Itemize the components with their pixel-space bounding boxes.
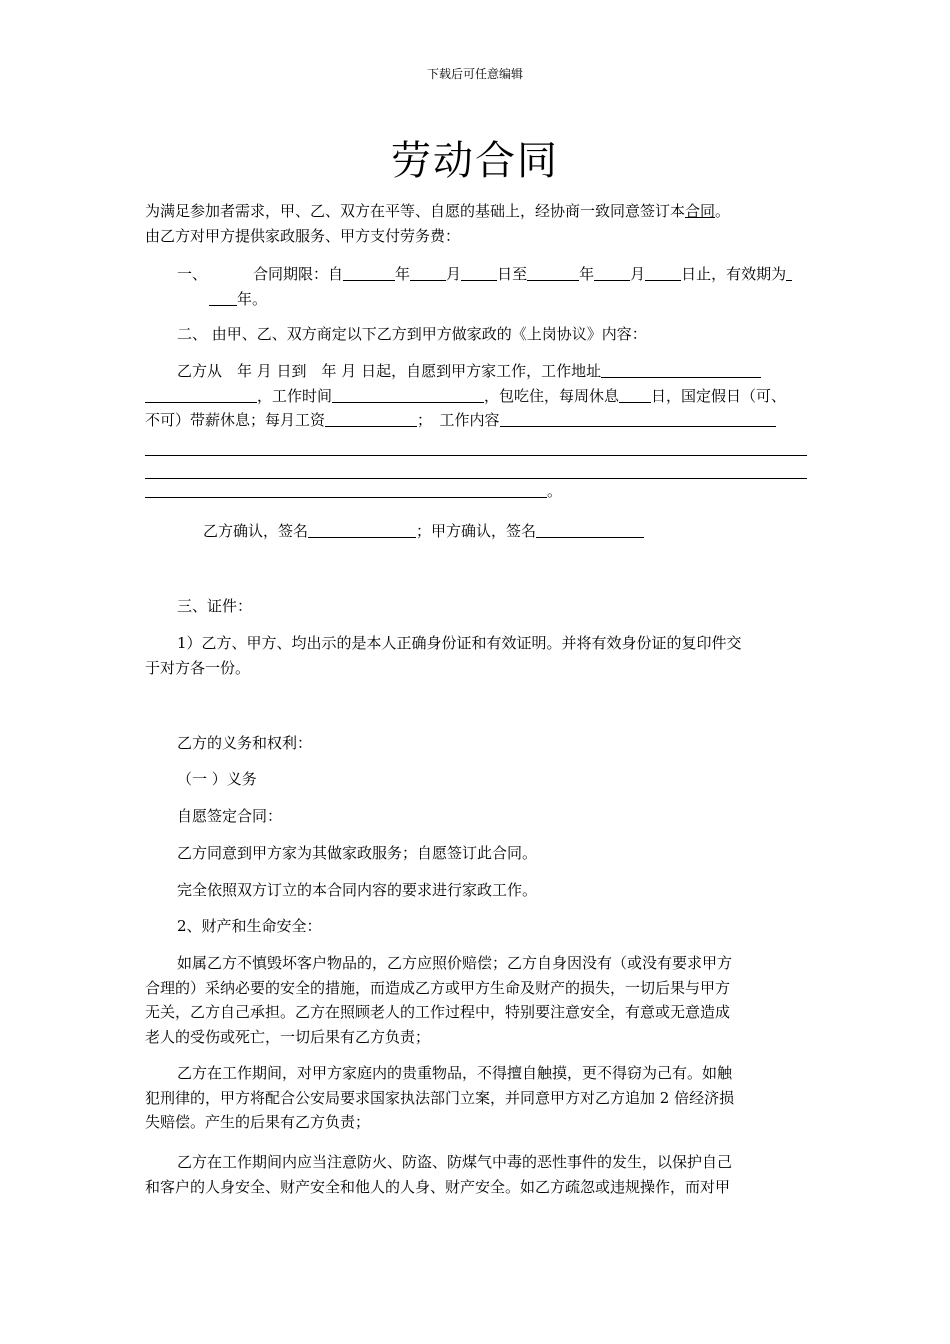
label-party-b-sign: 乙方确认，签名 (203, 522, 309, 540)
blank-work-content-1[interactable] (500, 410, 776, 427)
blank-salary[interactable] (325, 410, 417, 427)
safety-title: 2、财产和生命安全： (177, 917, 322, 935)
blank-work-address-b[interactable] (145, 386, 257, 403)
duty-title-block (145, 767, 811, 792)
confirmation-line (145, 519, 811, 544)
blank-rest-days[interactable] (619, 386, 651, 403)
contract-link[interactable]: 合同 (685, 202, 716, 220)
clause-2 (145, 322, 811, 347)
blank-year-1[interactable] (343, 264, 395, 281)
safety-p1-line: 如属乙方不慎毁坏客户物品的，乙方应照价赔偿；乙方自身因没有（或没有要求甲方 (177, 954, 733, 972)
safety-paragraph-1 (145, 951, 811, 1049)
blank-validity-a[interactable] (786, 264, 792, 281)
duty-item-3-block (145, 878, 811, 903)
label-year-2: 年 (579, 265, 595, 283)
work-period-text: 乙方从 年 月 日到 年 月 日起，自愿到甲方家工作，工作地址 (177, 362, 602, 380)
label-year-1: 年 (395, 265, 411, 283)
safety-paragraph-3 (145, 1150, 811, 1199)
blank-validity-b[interactable] (209, 289, 237, 306)
safety-title-block (145, 914, 811, 939)
safety-p2-line: 乙方在工作期间，对甲方家庭内的贵重物品，不得擅自触摸，更不得窃为己有。如触 (177, 1064, 733, 1082)
safety-p3-line: 乙方在工作期间内应当注意防火、防盗、防煤气中毒的恶性事件的发生，以保护自己 (177, 1153, 733, 1171)
label-month-2: 月 (630, 265, 646, 283)
period: 。 (547, 481, 563, 500)
duty-item-1-block (145, 804, 811, 829)
party-a-signature-field[interactable] (536, 521, 644, 538)
label-rest: ，包吃住，每周休息 (484, 386, 620, 405)
safety-p2-line: 失赔偿。产生的后果有乙方负责； (145, 1113, 371, 1131)
label-party-a-sign: ；甲方确认，签名 (416, 522, 537, 540)
label-holiday: 日，国定假日（可、 (651, 386, 787, 405)
clause-1 (145, 262, 811, 311)
clause-3-content (145, 631, 811, 680)
rights-section (145, 731, 811, 756)
blank-month-2[interactable] (594, 264, 630, 281)
blank-work-time[interactable] (332, 386, 484, 403)
label-work-time: ，工作时间 (257, 386, 333, 405)
clause-1-term: 合同期限：自 (253, 265, 344, 283)
safety-p2-line: 犯刑律的，甲方将配合公安局要求国家执法部门立案，并同意甲方对乙方追加 2 倍经济损 (145, 1088, 735, 1107)
blank-year-2[interactable] (527, 264, 579, 281)
page-title: 劳动合同 (391, 138, 559, 184)
blank-work-address-a[interactable] (601, 361, 761, 378)
duty-item-3: 完全依照双方订立的本合同内容的要求进行家政工作。 (177, 881, 538, 899)
intro-text-2: 由乙方对甲方提供家政服务、甲方支付劳务费： (145, 226, 461, 245)
intro-paragraph (145, 199, 811, 248)
clause-1-number: 一、 (177, 265, 208, 283)
label-day-1: 日至 (497, 265, 528, 283)
clause-3 (145, 594, 811, 619)
duty-title: （一 ）义务 (177, 770, 257, 788)
label-work-content: ； 工作内容 (417, 411, 500, 429)
label-years: 年。 (237, 289, 268, 308)
safety-p1-line: 无关，乙方自己承担。乙方在照顾老人的工作过程中，特别要注意安全，有意或无意造成 (145, 1003, 731, 1021)
clause-2-text: 二、 由甲、乙、双方商定以下乙方到甲方做家政的《上岗协议》内容： (177, 325, 647, 343)
blank-month-1[interactable] (410, 264, 446, 281)
label-validity: 日止，有效期为 (681, 265, 787, 283)
blank-day-2[interactable] (645, 264, 681, 281)
party-b-signature-field[interactable] (308, 521, 416, 538)
blank-work-content-2[interactable] (145, 433, 807, 456)
clause-3-line-2: 于对方各一份。 (145, 658, 251, 677)
safety-paragraph-2 (145, 1061, 811, 1135)
safety-p3-line: 和客户的人身安全、财产安全和他人的人身、财产安全。如乙方疏忽或违规操作，而对甲 (145, 1177, 731, 1196)
blank-work-content-3[interactable] (145, 456, 807, 479)
clause-3-line-1: 1）乙方、甲方、均出示的是本人正确身份证和有效证明。并将有效身份证的复印件交 (177, 634, 742, 652)
intro-text: 为满足参加者需求，甲、乙、双方在平等、自愿的基础上，经协商一致同意签订本 (145, 202, 686, 220)
safety-p1-line: 老人的受伤或死亡，一切后果有乙方负责； (145, 1027, 431, 1046)
duty-item-2: 乙方同意到甲方家为其做家政服务；自愿签订此合同。 (177, 844, 538, 862)
header-note: 下载后可任意编辑 (426, 67, 523, 81)
label-month-1: 月 (446, 265, 462, 283)
blank-work-content-4[interactable] (145, 481, 547, 498)
work-details (145, 359, 811, 503)
blank-day-1[interactable] (461, 264, 497, 281)
duty-item-1: 自愿签定合同： (177, 807, 283, 825)
clause-3-title: 三、证件： (177, 597, 253, 615)
safety-p1-line: 合理的）采纳必要的安全的措施，而造成乙方或甲方生命及财产的损失，一切后果与甲方 (145, 978, 731, 997)
duty-item-2-block (145, 841, 811, 866)
label-salary: 不可）带薪休息；每月工资 (145, 411, 326, 429)
intro-period: 。 (715, 202, 731, 220)
rights-title: 乙方的义务和权利： (177, 734, 313, 752)
